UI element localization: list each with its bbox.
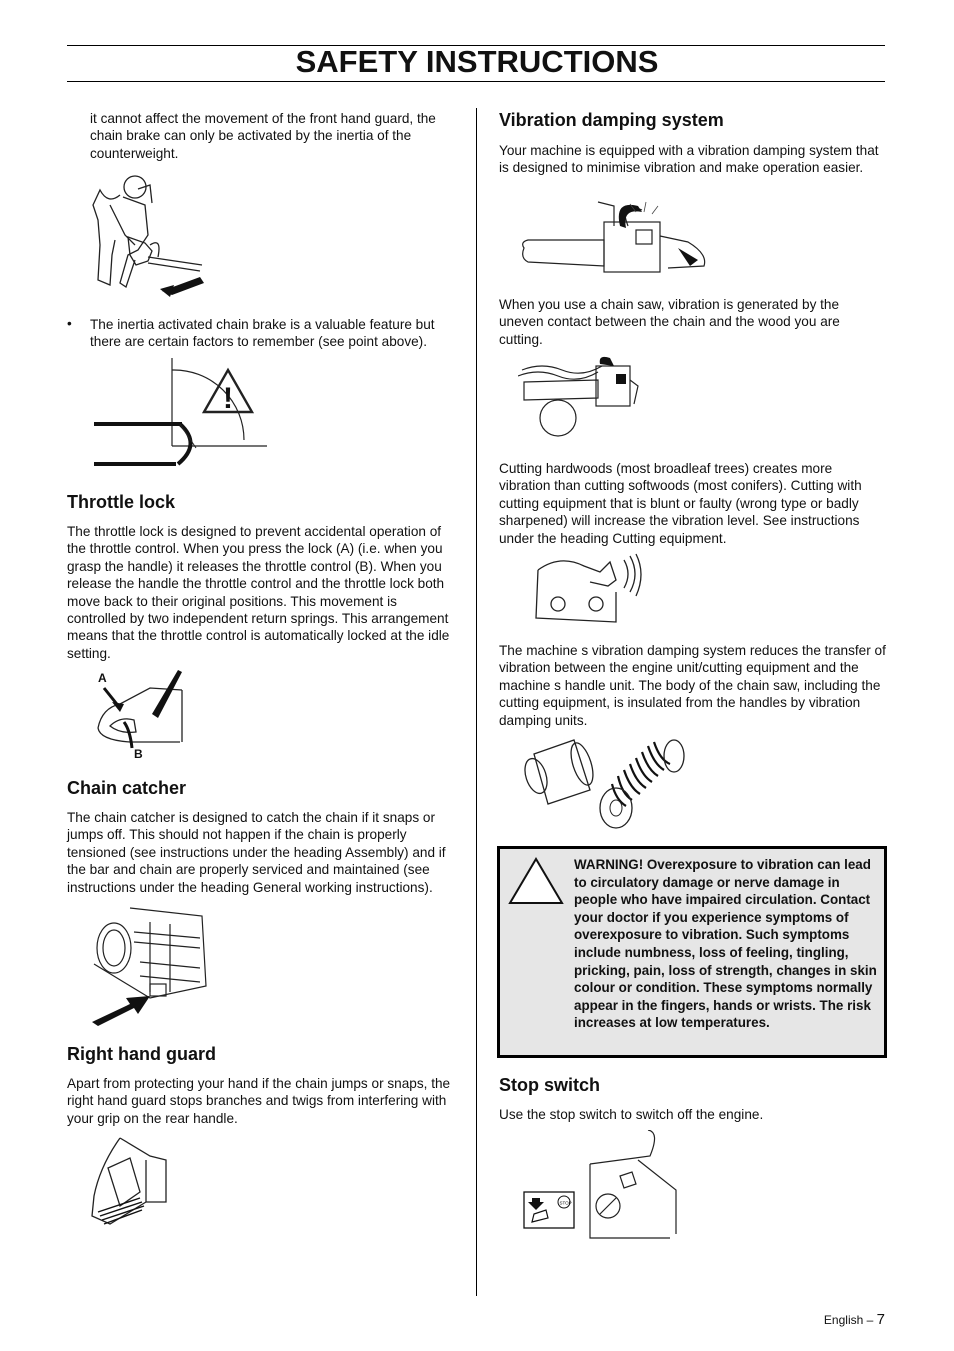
vibration-text-3: Cutting hardwoods (most broadleaf trees) creates more vibration than cutting softwoods (most conifers). Cutting with cutting equipment that is blunt or faulty (wrong type or badly sharpened) will increase the vibration level. See instructions under the heading Cutting equipment.	[499, 461, 862, 546]
vibration-text-1: Your machine is equipped with a vibration damping system that is designed to minimise vibration and make operation easier.	[499, 143, 879, 176]
chainsaw-cutting-figure	[518, 352, 643, 444]
label-b: B	[134, 747, 143, 761]
label-a: A	[98, 671, 107, 685]
chain-catcher-text: The chain catcher is designed to catch the chain if it snaps or jumps off. This should not happen if the chain is properly tensioned (see instructions under the heading Assembly) and if the bar and chain are properly serviced and maintained (see instructions under the heading General working instructions).	[67, 810, 446, 895]
stop-switch-heading: Stop switch	[499, 1075, 601, 1095]
footer-language: English	[823, 1313, 864, 1327]
right-hand-guard-figure	[90, 1136, 170, 1228]
svg-text:!: !	[223, 382, 233, 415]
throttle-lock-figure	[90, 668, 190, 763]
chainsaw-damping-figure	[518, 196, 713, 281]
page-title: SAFETY INSTRUCTIONS	[295, 44, 659, 79]
chain-brake-intro: it cannot affect the movement of the front hand guard, the chain brake can only be activated by the inertia of the counterweight.	[90, 111, 436, 161]
page-number: 7	[876, 1311, 885, 1328]
kickback-angle-figure	[92, 358, 272, 473]
warning-triangle-icon	[508, 857, 564, 909]
header-rule-bottom	[67, 81, 885, 82]
stop-switch-figure	[520, 1130, 680, 1242]
right-hand-guard-heading: Right hand guard	[67, 1044, 216, 1064]
vibration-warning-box	[497, 846, 887, 1058]
operator-chain-brake-figure	[90, 165, 215, 300]
footer-dash: –	[866, 1313, 874, 1327]
page-footer	[824, 1311, 885, 1328]
cutting-tooth-figure	[520, 552, 645, 627]
stop-label: STOP	[559, 1200, 572, 1206]
vibration-warning-text: WARNING! Overexposure to vibration can lead to circulatory damage or nerve damage in people who have impaired circulation. Contact your doctor if you experience symptoms of overexposure to vibration. Such symptoms include numbness, loss of feeling, tingling, pricking, pain, loss of strength, changes in skin colour or condition. These symptoms normally appear in the fingers, hands or wrists. The risk increases at low temperatures.	[574, 857, 877, 1031]
vibration-heading: Vibration damping system	[499, 110, 724, 130]
vibration-text-4: The machine s vibration damping system reduces the transfer of vibration between the engine unit/cutting equipment and the machine s handle unit. The body of the chain saw, including the cutting equipment, is insulated from the handles by vibration damping units.	[499, 643, 886, 728]
chain-catcher-heading: Chain catcher	[67, 778, 187, 798]
stop-switch-text: Use the stop switch to switch off the engine.	[499, 1107, 764, 1122]
vibration-text-2: When you use a chain saw, vibration is generated by the uneven contact between the chain and the wood you are cutting.	[499, 297, 840, 347]
throttle-lock-heading: Throttle lock	[67, 492, 176, 512]
right-hand-guard-text: Apart from protecting your hand if the chain jumps or snaps, the right hand guard stops branches and twigs from interfering with your grip on the rear handle.	[67, 1076, 451, 1126]
bullet-mark: •	[67, 316, 72, 331]
column-divider	[476, 108, 477, 1296]
damping-units-figure	[520, 734, 695, 834]
chain-catcher-figure	[90, 902, 210, 1027]
inertia-bullet-text: The inertia activated chain brake is a valuable feature but there are certain factors to remember (see point above).	[90, 317, 435, 350]
throttle-lock-text: The throttle lock is designed to prevent accidental operation of the throttle control. When you press the lock (A) (i.e. when you grasp the handle) it releases the throttle control (B). When you release the handle the throttle control and the throttle lock both move back to their original positions. This movement is controlled by two independent return springs. This arrangement means that the throttle control is automatically locked at the idle setting.	[67, 524, 450, 661]
